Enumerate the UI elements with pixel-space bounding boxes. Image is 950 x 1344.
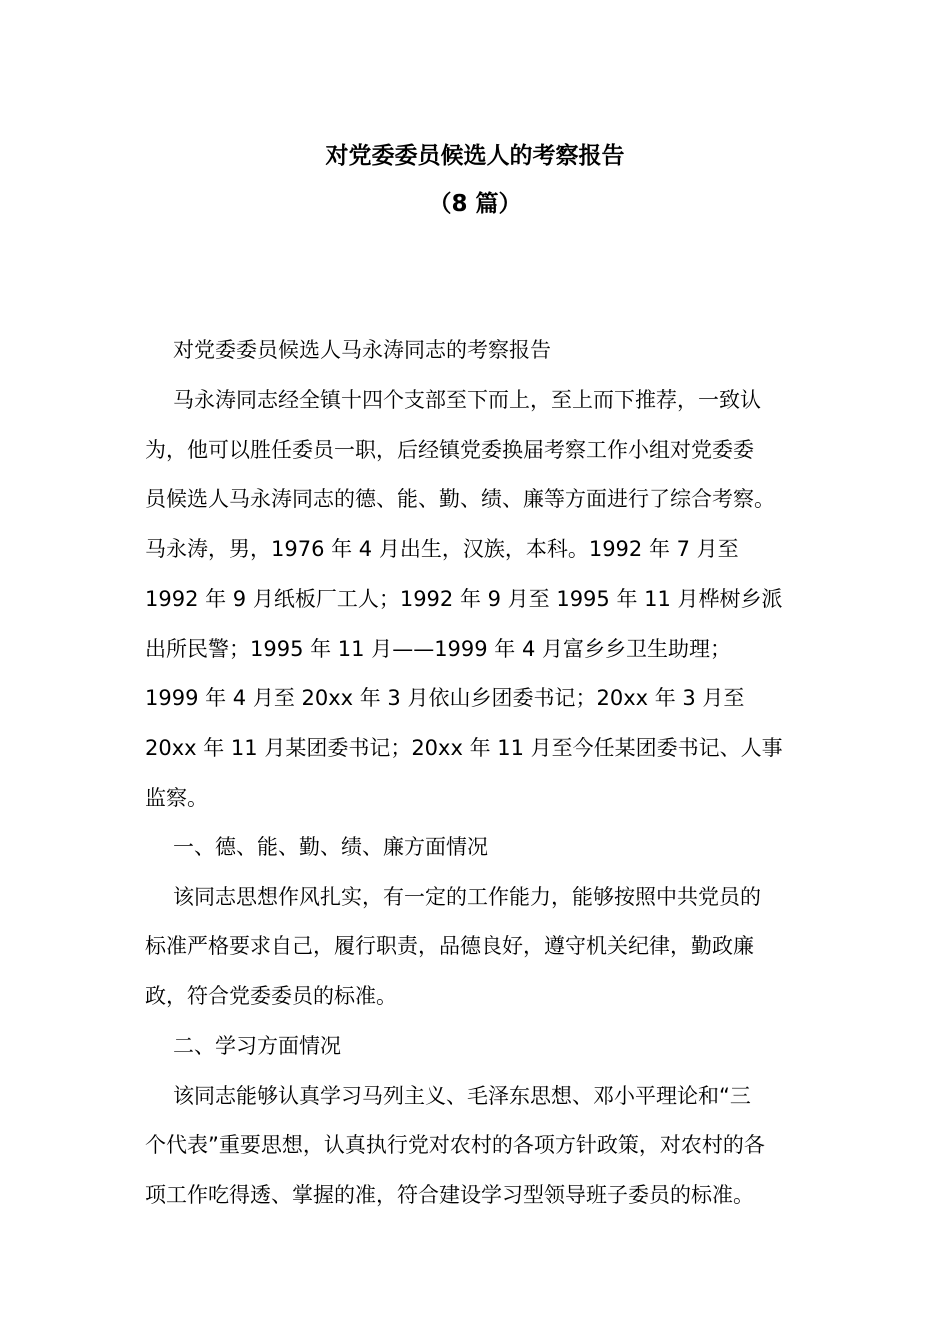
text-line: 该同志思想作风扎实，有一定的工作能力，能够按照中共党员的 bbox=[173, 885, 761, 909]
section-heading: 对党委委员候选人马永涛同志的考察报告 bbox=[173, 338, 551, 362]
text-line: 出所民警；1995 年 11 月——1999 年 4 月富乡乡卫生助理； bbox=[145, 637, 732, 661]
text-line: 1999 年 4 月至 20xx 年 3 月依山乡团委书记；20xx 年 3 月至 bbox=[145, 686, 745, 710]
text-line: 监察。 bbox=[145, 786, 208, 810]
text-line: 为，他可以胜任委员一职，后经镇党委换届考察工作小组对党委委 bbox=[145, 438, 754, 462]
text-line: 马永涛，男，1976 年 4 月出生，汉族，本科。1992 年 7 月至 bbox=[145, 537, 739, 561]
document-subtitle: （8 篇） bbox=[428, 191, 522, 217]
text-line: 该同志能够认真学习马列主义、毛泽东思想、邓小平理论和“三 bbox=[173, 1084, 751, 1108]
text-line: 马永涛同志经全镇十四个支部至下而上，至上而下推荐，一致认 bbox=[173, 388, 761, 412]
section-heading: 一、德、能、勤、绩、廉方面情况 bbox=[173, 835, 488, 859]
text-line: 员候选人马永涛同志的德、能、勤、绩、廉等方面进行了综合考察。 bbox=[145, 487, 775, 511]
text-line: 项工作吃得透、掌握的准，符合建设学习型领导班子委员的标准。 bbox=[145, 1183, 754, 1207]
text-line: 1992 年 9 月纸板厂工人；1992 年 9 月至 1995 年 11 月桦树乡派 bbox=[145, 587, 783, 611]
text-line: 标准严格要求自己，履行职责，品德良好，遵守机关纪律，勤政廉 bbox=[145, 934, 754, 958]
document-title: 对党委委员候选人的考察报告 bbox=[325, 143, 625, 169]
text-line: 个代表”重要思想，认真执行党对农村的各项方针政策，对农村的各 bbox=[145, 1133, 765, 1157]
text-line: 20xx 年 11 月某团委书记；20xx 年 11 月至今任某团委书记、人事 bbox=[145, 736, 783, 760]
section-heading: 二、学习方面情况 bbox=[173, 1034, 341, 1058]
text-line: 政，符合党委委员的标准。 bbox=[145, 984, 397, 1008]
